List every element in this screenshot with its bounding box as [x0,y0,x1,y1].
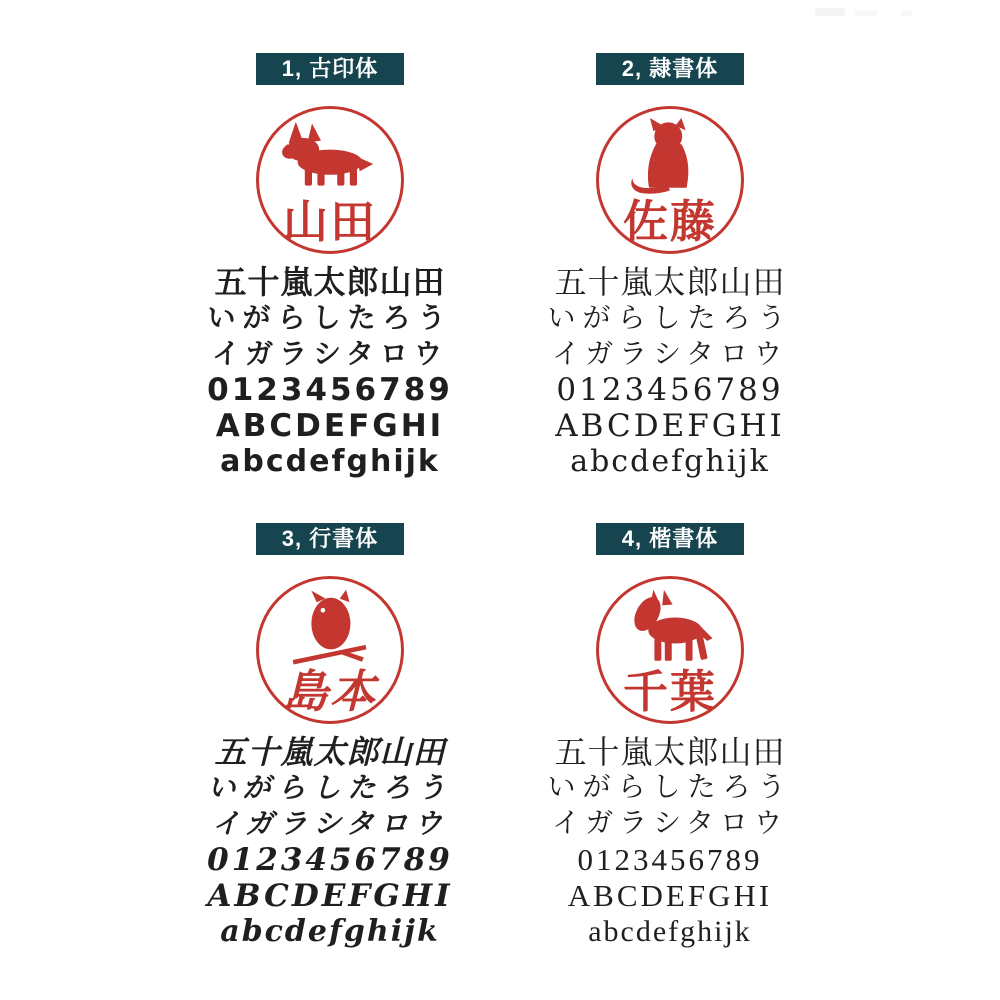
sample-row-lowercase: abcdefghijk [220,914,440,949]
font-sample-section-kaisho [500,523,840,950]
stamp-name: 島本 [282,665,377,718]
sample-row-uppercase: ABCDEFGHI [567,878,773,913]
font-sample-section-gyosho [160,523,500,950]
sample-row-digits: 0123456789 [207,372,453,408]
sample-row-kanji: 五十嵐太郎山田 [554,734,786,770]
font-style-label: 2, 隷書体 [596,53,744,85]
sample-row-katakana: イガラシタロウ [211,337,449,370]
stamp-preview [256,576,404,724]
sample-text-block [500,734,840,950]
stamp-preview [596,106,744,254]
cat-icon [626,118,714,200]
sample-row-digits: 0123456789 [577,842,763,877]
stamp-preview [256,106,404,254]
sample-row-lowercase: abcdefghijk [570,444,770,479]
sample-row-katakana: イガラシタロウ [551,808,789,839]
sample-row-katakana: イガラシタロウ [211,807,449,840]
sample-row-hiragana: いがらしたろう [547,301,793,334]
sample-row-digits: 0123456789 [207,842,453,878]
stamp-preview [596,576,744,724]
sample-row-lowercase: abcdefghijk [220,444,440,479]
stamp-name: 山田 [282,195,377,248]
sample-row-hiragana: いがらしたろう [207,771,453,804]
font-style-label: 1, 古印体 [256,53,404,85]
sample-row-uppercase: ABCDEFGHI [555,408,785,444]
sample-row-uppercase: ABCDEFGHI [215,408,445,444]
font-style-label: 4, 楷書体 [596,523,744,555]
sample-row-kanji: 五十嵐太郎山田 [214,263,446,301]
corgi-dog-icon [276,118,384,192]
sample-text-block [160,264,500,480]
owl-icon [285,588,375,668]
sample-text-block [500,264,840,480]
stamp-name: 佐藤 [622,195,717,248]
font-style-label: 3, 行書体 [256,523,404,555]
faint-artifact [855,11,877,16]
faint-artifact [815,8,845,16]
bull-terrier-icon [618,588,722,666]
stamp-name: 千葉 [622,667,717,717]
sample-row-kanji: 五十嵐太郎山田 [214,733,446,771]
sample-row-lowercase: abcdefghijk [588,915,752,948]
sample-text-block [160,734,500,950]
faint-artifact [901,11,912,16]
sample-row-uppercase: ABCDEFGHI [207,878,453,914]
sample-row-digits: 0123456789 [556,372,784,408]
sample-row-kanji: 五十嵐太郎山田 [554,263,786,301]
font-sample-section-koin [160,53,500,480]
sample-row-hiragana: いがらしたろう [207,301,453,334]
sample-row-katakana: イガラシタロウ [551,337,789,370]
font-sample-section-reisho [500,53,840,480]
sample-row-hiragana: いがらしたろう [547,772,793,803]
